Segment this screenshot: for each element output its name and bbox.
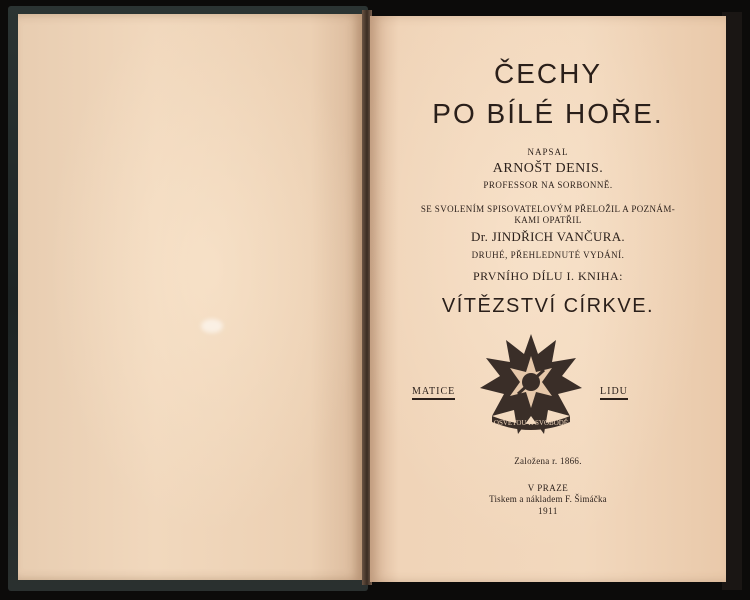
author-name: ARNOŠT DENIS. [492,161,604,176]
by-label: NAPSAL [527,147,569,157]
emblem-motto: OSVĚTOU K SVOBODĚ [493,419,569,427]
paper-spot [201,319,223,333]
blank-left-page [18,14,362,580]
publisher-name-left: MATICE [412,386,455,400]
edition-note: DRUHÉ, PŘEHLEDNUTÉ VYDÁNÍ. [471,250,625,260]
founded-note: Založena r. 1866. [514,456,582,466]
publisher-name-right: LIDU [600,386,628,400]
publisher-emblem-icon [478,332,584,438]
imprint-year: 1911 [538,506,558,516]
imprint-city: V PRAZE [527,483,569,493]
title-line-2: PO BÍLÉ HOŘE. [432,98,664,129]
title-page [370,16,726,582]
title-line-1: ČECHY [493,58,602,89]
book-subtitle: VÍTĚZSTVÍ CÍRKVE. [441,295,655,317]
imprint-printer: Tiskem a nákladem F. Šimáčka [489,494,607,504]
part-label: PRVNÍHO DÍLU I. KNIHA: [472,269,624,283]
translation-note-line-1: SE SVOLENÍM SPISOVATELOVÝM PŘELOŽIL A POZNÁM- [420,204,676,214]
translator-name: Dr. JINDŘICH VANČURA. [471,229,625,244]
translation-note-line-2: KAMI OPATŘIL [514,215,582,225]
author-role: PROFESSOR NA SORBONNĚ. [483,180,613,190]
